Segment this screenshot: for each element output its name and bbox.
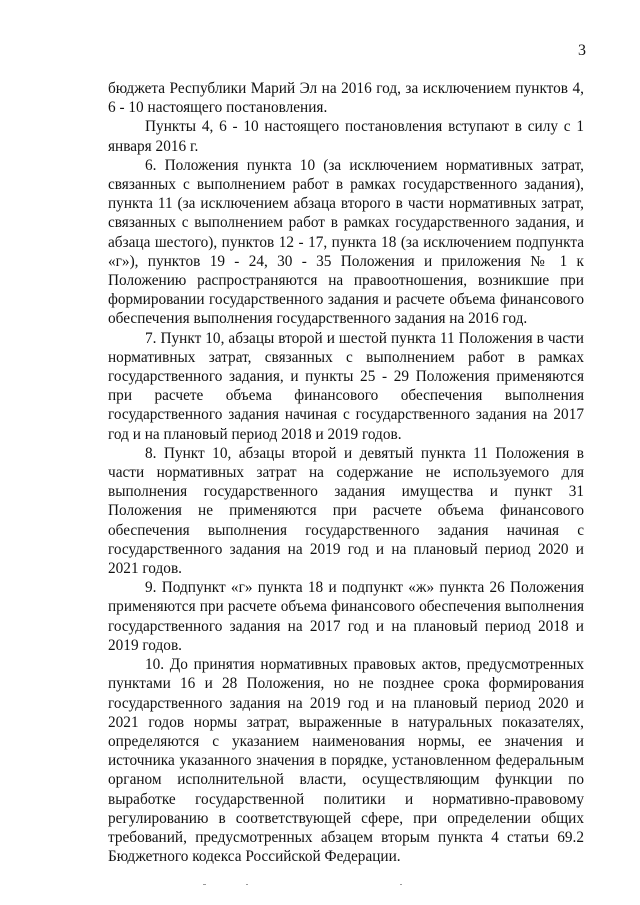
paragraph-item-9: 9. Подпункт «г» пункта 18 и подпункт «ж» пункта 26 Положения применяются при расчете объема финансового обеспечения выполнения государственного задания на 2017 год и на плановый период 2018 и 2019 годов. (108, 579, 584, 654)
paragraph-continuation: бюджета Республики Марий Эл на 2016 год, за исключением пунктов 4, 6 - 10 настоящего постановления. (108, 80, 584, 117)
page-number: 3 (578, 42, 586, 59)
paragraph-item-6: 6. Положения пункта 10 (за исключением нормативных затрат, связанных с выполнением работ в рамках государственного задания), пункта 11 (за исключением абзаца второго в части нормативных затрат, связанных с выполнением работ в рамках государственного задания, и абзаца шестого), пунктов 12 - 17, пункта 18 (за исключением подпункта «г»), пунктов 19 - 24, 30 - 35 Положения и приложения № 1 к Положению распространяются на правоотношения, возникшие при формировании государственного задания и расчете объема финансового обеспечения выполнения государственного задания на 2016 год. (108, 156, 584, 328)
scan-artifact (203, 884, 206, 885)
paragraph-effective-date: Пункты 4, 6 - 10 настоящего постановления вступают в силу с 1 января 2016 г. (108, 118, 584, 155)
scan-artifact (400, 884, 402, 885)
paragraph-item-8: 8. Пункт 10, абзацы второй и девятый пункта 11 Положения в части нормативных затрат на содержание не используемого для выполнения государственного задания имущества и пункт 31 Положения не применяются при расчете объема финансового обеспечения выполнения государственного задания начиная с государственного задания на 2019 год и на плановый период 2020 и 2021 годов. (108, 444, 584, 578)
paragraph-item-10: 10. До принятия нормативных правовых актов, предусмотренных пунктами 16 и 28 Положения, но не позднее срока формирования государственного задания на 2019 год и на плановый период 2020 и 2021 годов нормы затрат, выраженные в натуральных показателях, определяются с указанием наименования нормы, ее значения и источника указанного значения в порядке, установленном федеральным органом исполнительной власти, осуществляющим функции по выработке государственной политики и нормативно-правовому регулированию в соответствующей сфере, при определении общих требований, предусмотренных абзацем вторым пункта 4 статьи 69.2 Бюджетного кодекса Российской Федерации. (108, 656, 584, 866)
scan-artifact (246, 884, 248, 885)
paragraph-item-7: 7. Пункт 10, абзацы второй и шестой пункта 11 Положения в части нормативных затрат, связанных с выполнением работ в рамках государственного задания, и пункты 25 - 29 Положения применяются при расчете объема финансового обеспечения выполнения государственного задания начиная с государственного задания на 2017 год и на плановый период 2018 и 2019 годов. (108, 329, 584, 443)
document-body (108, 79, 584, 866)
